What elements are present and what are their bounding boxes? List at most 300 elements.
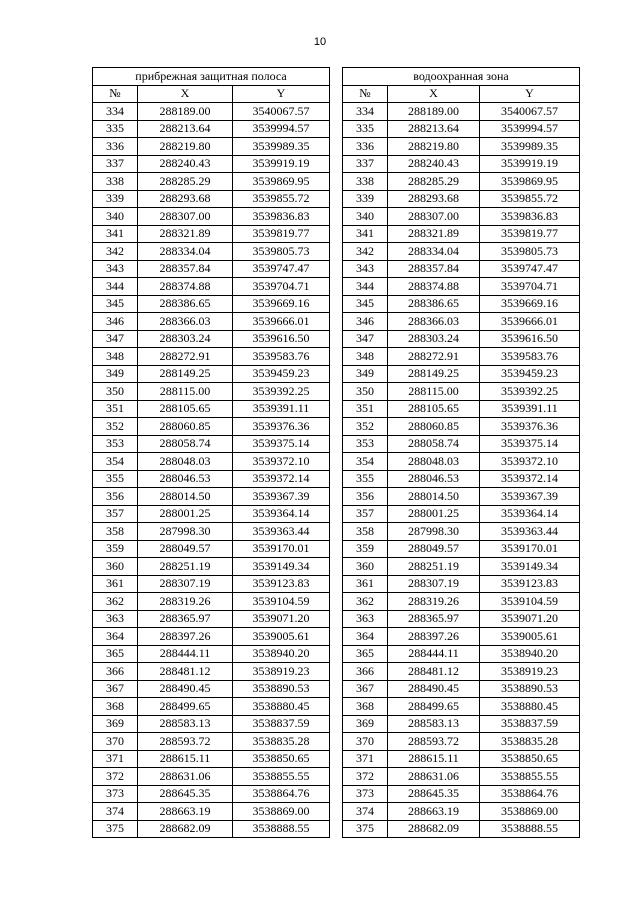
x-coordinate-cell: 288366.03 [388,313,480,331]
table-row [343,208,580,226]
y-coordinate-cell: 3538940.20 [480,645,580,663]
table-row [93,523,330,541]
table-row [93,470,330,488]
point-number-cell: 351 [93,400,138,418]
point-number-cell: 357 [93,505,138,523]
point-number-cell: 334 [93,103,138,121]
table-row [343,190,580,208]
table-row [93,715,330,733]
table-row [343,575,580,593]
y-coordinate-cell: 3539989.35 [480,138,580,156]
point-number-cell: 373 [343,785,388,803]
table-row [343,313,580,331]
y-coordinate-cell: 3539123.83 [480,575,580,593]
point-number-cell: 339 [93,190,138,208]
point-number-cell: 365 [343,645,388,663]
point-number-cell: 354 [93,453,138,471]
x-coordinate-cell: 288374.88 [138,278,233,296]
table-row [343,278,580,296]
x-coordinate-cell: 288307.00 [138,208,233,226]
x-coordinate-cell: 288048.03 [138,453,233,471]
table-row [343,488,580,506]
x-coordinate-cell: 288115.00 [138,383,233,401]
column-header-x: X [388,85,480,103]
y-coordinate-cell: 3540067.57 [233,103,330,121]
y-coordinate-cell: 3538888.55 [480,820,580,838]
x-coordinate-cell: 288397.26 [388,628,480,646]
y-coordinate-cell: 3539869.95 [480,173,580,191]
point-number-cell: 371 [343,750,388,768]
x-coordinate-cell: 288251.19 [138,558,233,576]
point-number-cell: 374 [93,803,138,821]
table-row [93,400,330,418]
table-row [93,208,330,226]
y-coordinate-cell: 3539616.50 [480,330,580,348]
y-coordinate-cell: 3538919.23 [480,663,580,681]
y-coordinate-cell: 3539005.61 [233,628,330,646]
point-number-cell: 366 [343,663,388,681]
y-coordinate-cell: 3539170.01 [233,540,330,558]
y-coordinate-cell: 3539071.20 [233,610,330,628]
table-row [93,750,330,768]
y-coordinate-cell: 3538880.45 [233,698,330,716]
table-row [343,330,580,348]
x-coordinate-cell: 288285.29 [388,173,480,191]
point-number-cell: 368 [93,698,138,716]
table-row [343,820,580,838]
y-coordinate-cell: 3539459.23 [480,365,580,383]
table-row [343,260,580,278]
point-number-cell: 372 [93,768,138,786]
table-row [93,785,330,803]
x-coordinate-cell: 288219.80 [388,138,480,156]
y-coordinate-cell: 3539836.83 [233,208,330,226]
point-number-cell: 362 [343,593,388,611]
y-coordinate-cell: 3539392.25 [480,383,580,401]
table-row [343,750,580,768]
table-row [343,610,580,628]
table-row [93,558,330,576]
point-number-cell: 336 [343,138,388,156]
point-number-cell: 335 [343,120,388,138]
x-coordinate-cell: 288240.43 [138,155,233,173]
point-number-cell: 364 [343,628,388,646]
point-number-cell: 362 [93,593,138,611]
y-coordinate-cell: 3539375.14 [480,435,580,453]
point-number-cell: 338 [343,173,388,191]
table-row [343,733,580,751]
x-coordinate-cell: 288663.19 [138,803,233,821]
table-row [93,435,330,453]
table-row [343,558,580,576]
column-header-x: X [138,85,233,103]
table-row [343,540,580,558]
table-row [93,505,330,523]
y-coordinate-cell: 3539583.76 [233,348,330,366]
y-coordinate-cell: 3539919.19 [480,155,580,173]
x-coordinate-cell: 288115.00 [388,383,480,401]
y-coordinate-cell: 3539666.01 [233,313,330,331]
table-row [93,680,330,698]
point-number-cell: 367 [93,680,138,698]
table-row [343,120,580,138]
y-coordinate-cell: 3538864.76 [233,785,330,803]
point-number-cell: 345 [343,295,388,313]
x-coordinate-cell: 288321.89 [138,225,233,243]
point-number-cell: 374 [343,803,388,821]
point-number-cell: 347 [93,330,138,348]
y-coordinate-cell: 3538888.55 [233,820,330,838]
x-coordinate-cell: 288499.65 [138,698,233,716]
column-header-y: Y [480,85,580,103]
x-coordinate-cell: 288583.13 [388,715,480,733]
y-coordinate-cell: 3539869.95 [233,173,330,191]
point-number-cell: 353 [93,435,138,453]
y-coordinate-cell: 3539994.57 [480,120,580,138]
x-coordinate-cell: 288481.12 [138,663,233,681]
table-title: прибрежная защитная полоса [93,68,330,86]
y-coordinate-cell: 3539747.47 [480,260,580,278]
x-coordinate-cell: 288444.11 [138,645,233,663]
point-number-cell: 334 [343,103,388,121]
point-number-cell: 372 [343,768,388,786]
y-coordinate-cell: 3539855.72 [233,190,330,208]
table-row [343,453,580,471]
table-row [343,785,580,803]
point-number-cell: 341 [93,225,138,243]
x-coordinate-cell: 288303.24 [138,330,233,348]
x-coordinate-cell: 288386.65 [138,295,233,313]
point-number-cell: 338 [93,173,138,191]
point-number-cell: 349 [93,365,138,383]
table-row [343,225,580,243]
point-number-cell: 375 [343,820,388,838]
y-coordinate-cell: 3539123.83 [233,575,330,593]
table-row [93,155,330,173]
y-coordinate-cell: 3539372.10 [480,453,580,471]
page-number: 10 [313,36,327,48]
x-coordinate-cell: 288615.11 [388,750,480,768]
y-coordinate-cell: 3539616.50 [233,330,330,348]
table-row [93,295,330,313]
table-row [343,768,580,786]
x-coordinate-cell: 288049.57 [138,540,233,558]
point-number-cell: 367 [343,680,388,698]
x-coordinate-cell: 288058.74 [138,435,233,453]
point-number-cell: 363 [93,610,138,628]
point-number-cell: 364 [93,628,138,646]
point-number-cell: 346 [93,313,138,331]
point-number-cell: 337 [343,155,388,173]
table-row [93,260,330,278]
point-number-cell: 342 [93,243,138,261]
point-number-cell: 352 [93,418,138,436]
y-coordinate-cell: 3539805.73 [480,243,580,261]
x-coordinate-cell: 287998.30 [388,523,480,541]
point-number-cell: 366 [93,663,138,681]
point-number-cell: 346 [343,313,388,331]
y-coordinate-cell: 3539071.20 [480,610,580,628]
point-number-cell: 337 [93,155,138,173]
y-coordinate-cell: 3539994.57 [233,120,330,138]
point-number-cell: 353 [343,435,388,453]
point-number-cell: 360 [93,558,138,576]
x-coordinate-cell: 288240.43 [388,155,480,173]
table-row [93,173,330,191]
x-coordinate-cell: 288060.85 [388,418,480,436]
y-coordinate-cell: 3538890.53 [233,680,330,698]
x-coordinate-cell: 288481.12 [388,663,480,681]
point-number-cell: 348 [93,348,138,366]
x-coordinate-cell: 288046.53 [388,470,480,488]
point-number-cell: 356 [343,488,388,506]
point-number-cell: 370 [343,733,388,751]
y-coordinate-cell: 3538869.00 [233,803,330,821]
point-number-cell: 357 [343,505,388,523]
y-coordinate-cell: 3539149.34 [480,558,580,576]
x-coordinate-cell: 288645.35 [388,785,480,803]
y-coordinate-cell: 3539376.36 [233,418,330,436]
y-coordinate-cell: 3538855.55 [233,768,330,786]
point-number-cell: 343 [343,260,388,278]
y-coordinate-cell: 3538864.76 [480,785,580,803]
point-number-cell: 350 [343,383,388,401]
point-number-cell: 339 [343,190,388,208]
point-number-cell: 360 [343,558,388,576]
table-row [343,295,580,313]
y-coordinate-cell: 3539666.01 [480,313,580,331]
table-row [343,348,580,366]
y-coordinate-cell: 3538890.53 [480,680,580,698]
x-coordinate-cell: 288149.25 [388,365,480,383]
x-coordinate-cell: 288285.29 [138,173,233,191]
table-row [93,418,330,436]
point-number-cell: 365 [93,645,138,663]
x-coordinate-cell: 288149.25 [138,365,233,383]
table-row [343,103,580,121]
y-coordinate-cell: 3539392.25 [233,383,330,401]
y-coordinate-cell: 3539669.16 [480,295,580,313]
table-row [93,330,330,348]
y-coordinate-cell: 3539367.39 [233,488,330,506]
table-row [343,663,580,681]
y-coordinate-cell: 3539919.19 [233,155,330,173]
y-coordinate-cell: 3539669.16 [233,295,330,313]
x-coordinate-cell: 288444.11 [388,645,480,663]
x-coordinate-cell: 288058.74 [388,435,480,453]
x-coordinate-cell: 288014.50 [388,488,480,506]
y-coordinate-cell: 3539376.36 [480,418,580,436]
y-coordinate-cell: 3538837.59 [480,715,580,733]
table-title: водоохранная зона [343,68,580,86]
column-header-number: № [343,85,388,103]
coastal-protective-strip-table [92,67,330,838]
column-header-y: Y [233,85,330,103]
x-coordinate-cell: 288105.65 [388,400,480,418]
y-coordinate-cell: 3538850.65 [480,750,580,768]
y-coordinate-cell: 3539819.77 [233,225,330,243]
y-coordinate-cell: 3538880.45 [480,698,580,716]
x-coordinate-cell: 288219.80 [138,138,233,156]
table-row [93,610,330,628]
x-coordinate-cell: 288307.00 [388,208,480,226]
x-coordinate-cell: 288213.64 [388,120,480,138]
table-row [93,365,330,383]
point-number-cell: 340 [343,208,388,226]
x-coordinate-cell: 288014.50 [138,488,233,506]
x-coordinate-cell: 288499.65 [388,698,480,716]
x-coordinate-cell: 287998.30 [138,523,233,541]
y-coordinate-cell: 3539704.71 [233,278,330,296]
table-row [343,400,580,418]
x-coordinate-cell: 288593.72 [138,733,233,751]
table-row [93,575,330,593]
point-number-cell: 342 [343,243,388,261]
table-row [343,628,580,646]
table-row [343,383,580,401]
point-number-cell: 371 [93,750,138,768]
point-number-cell: 355 [93,470,138,488]
x-coordinate-cell: 288319.26 [138,593,233,611]
table-row [343,523,580,541]
x-coordinate-cell: 288366.03 [138,313,233,331]
table-row [93,768,330,786]
point-number-cell: 373 [93,785,138,803]
point-number-cell: 358 [343,523,388,541]
table-row [93,138,330,156]
y-coordinate-cell: 3539855.72 [480,190,580,208]
point-number-cell: 340 [93,208,138,226]
table-row [93,593,330,611]
x-coordinate-cell: 288046.53 [138,470,233,488]
x-coordinate-cell: 288307.19 [138,575,233,593]
table-row [93,488,330,506]
x-coordinate-cell: 288631.06 [388,768,480,786]
y-coordinate-cell: 3540067.57 [480,103,580,121]
table-row [93,383,330,401]
table-row [343,435,580,453]
point-number-cell: 359 [343,540,388,558]
y-coordinate-cell: 3539104.59 [233,593,330,611]
x-coordinate-cell: 288293.68 [388,190,480,208]
point-number-cell: 348 [343,348,388,366]
y-coordinate-cell: 3539391.11 [233,400,330,418]
y-coordinate-cell: 3539364.14 [480,505,580,523]
point-number-cell: 336 [93,138,138,156]
x-coordinate-cell: 288307.19 [388,575,480,593]
table-row [343,138,580,156]
point-number-cell: 370 [93,733,138,751]
y-coordinate-cell: 3538835.28 [480,733,580,751]
x-coordinate-cell: 288615.11 [138,750,233,768]
table-row [343,470,580,488]
y-coordinate-cell: 3538855.55 [480,768,580,786]
point-number-cell: 345 [93,295,138,313]
table-row [93,190,330,208]
y-coordinate-cell: 3539372.10 [233,453,330,471]
y-coordinate-cell: 3539747.47 [233,260,330,278]
x-coordinate-cell: 288365.97 [388,610,480,628]
table-row [93,313,330,331]
y-coordinate-cell: 3539836.83 [480,208,580,226]
x-coordinate-cell: 288386.65 [388,295,480,313]
x-coordinate-cell: 288365.97 [138,610,233,628]
y-coordinate-cell: 3538835.28 [233,733,330,751]
y-coordinate-cell: 3539391.11 [480,400,580,418]
x-coordinate-cell: 288048.03 [388,453,480,471]
x-coordinate-cell: 288583.13 [138,715,233,733]
point-number-cell: 358 [93,523,138,541]
table-row [93,698,330,716]
point-number-cell: 350 [93,383,138,401]
y-coordinate-cell: 3539819.77 [480,225,580,243]
point-number-cell: 369 [343,715,388,733]
y-coordinate-cell: 3539583.76 [480,348,580,366]
x-coordinate-cell: 288357.84 [138,260,233,278]
table-row [93,820,330,838]
table-row [93,663,330,681]
table-row [343,645,580,663]
x-coordinate-cell: 288001.25 [138,505,233,523]
y-coordinate-cell: 3539372.14 [233,470,330,488]
x-coordinate-cell: 288593.72 [388,733,480,751]
point-number-cell: 363 [343,610,388,628]
point-number-cell: 369 [93,715,138,733]
table-row [93,628,330,646]
x-coordinate-cell: 288334.04 [138,243,233,261]
y-coordinate-cell: 3538869.00 [480,803,580,821]
x-coordinate-cell: 288334.04 [388,243,480,261]
table-row [343,155,580,173]
point-number-cell: 351 [343,400,388,418]
point-number-cell: 375 [93,820,138,838]
y-coordinate-cell: 3539104.59 [480,593,580,611]
table-row [343,418,580,436]
point-number-cell: 359 [93,540,138,558]
y-coordinate-cell: 3539372.14 [480,470,580,488]
table-row [343,803,580,821]
point-number-cell: 355 [343,470,388,488]
table-row [343,365,580,383]
x-coordinate-cell: 288060.85 [138,418,233,436]
y-coordinate-cell: 3539704.71 [480,278,580,296]
y-coordinate-cell: 3539363.44 [480,523,580,541]
x-coordinate-cell: 288645.35 [138,785,233,803]
x-coordinate-cell: 288049.57 [388,540,480,558]
x-coordinate-cell: 288213.64 [138,120,233,138]
water-protection-zone-table [342,67,580,838]
y-coordinate-cell: 3539363.44 [233,523,330,541]
y-coordinate-cell: 3539375.14 [233,435,330,453]
x-coordinate-cell: 288272.91 [138,348,233,366]
table-row [343,680,580,698]
x-coordinate-cell: 288189.00 [138,103,233,121]
table-row [93,103,330,121]
x-coordinate-cell: 288293.68 [138,190,233,208]
x-coordinate-cell: 288321.89 [388,225,480,243]
y-coordinate-cell: 3539367.39 [480,488,580,506]
y-coordinate-cell: 3538919.23 [233,663,330,681]
point-number-cell: 352 [343,418,388,436]
y-coordinate-cell: 3538837.59 [233,715,330,733]
y-coordinate-cell: 3538850.65 [233,750,330,768]
y-coordinate-cell: 3538940.20 [233,645,330,663]
table-row [343,243,580,261]
table-row [93,540,330,558]
x-coordinate-cell: 288682.09 [138,820,233,838]
x-coordinate-cell: 288105.65 [138,400,233,418]
point-number-cell: 356 [93,488,138,506]
